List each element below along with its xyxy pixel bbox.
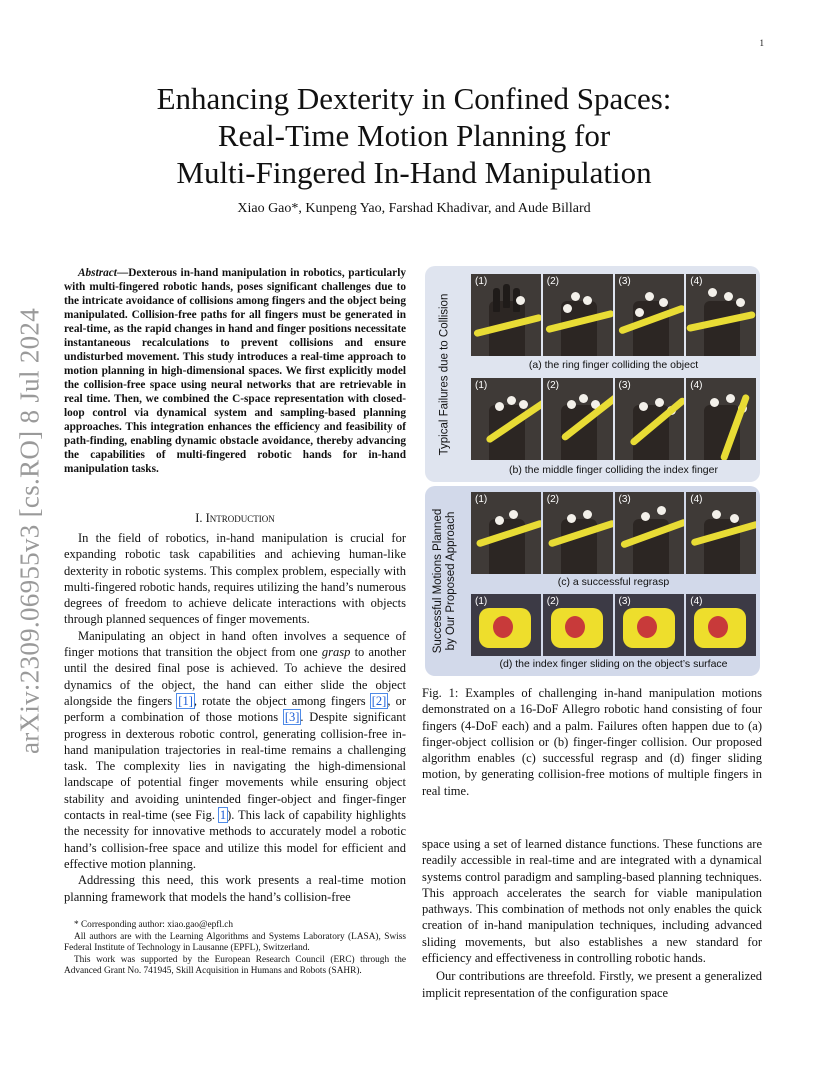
emphasis-grasp: grasp <box>321 645 351 660</box>
panel-number: (2) <box>546 276 559 287</box>
photo-panel <box>471 378 541 460</box>
footnotes <box>64 920 406 978</box>
photo-panel <box>615 274 685 356</box>
text-run: . Despite significant progress in dexterous robotic control, generating collision-free in-hand manipulation trajectories in real-time remains a challenging task. The complexity lies in navigating the high-dimensional landscape of potential finger movements while ensuring object stability and avoiding unintended finger-object and finger-finger contacts in real-time (see Fig. <box>64 710 406 823</box>
arxiv-id: arXiv:2309.06955v3 [cs.RO] 8 Jul 2024 <box>14 307 45 755</box>
figure-group-successes <box>425 486 760 676</box>
panel-number: (3) <box>618 276 631 287</box>
panel-number: (4) <box>690 276 703 287</box>
citation-link-1[interactable]: [1] <box>178 693 193 708</box>
authors: Xiao Gao*, Kunpeng Yao, Farshad Khadivar, and Aude Billard <box>237 201 591 216</box>
abstract-text: —Dexterous in-hand manipulation in robotics, particularly with multi-fingered robotic hands, poses significant challenges due to the intricate avoidance of collisions among fingers and the object being manipulated. Collision-free paths for all fingers must be generated in real-time, as the rapid changes in hand and finger positions necessitate instantaneous recalculations to prevent collisions and ensure undisturbed movement. This study introduces a real-time approach to motion planning in high-dimensional spaces. We first explicitly model the collision-free space using neural networks that are retrievable in real time. Then, we combined the C-space representation with closed-loop control via dynamical system and sampling-based planning approaches. This integration enhances the efficiency and feasibility of path-finding, enabling dynamic obstacle avoidance, thereby advancing the capabilities of multi-fingered robotic hands for in-hand manipulation tasks. <box>64 267 406 475</box>
panel-number: (4) <box>690 380 703 391</box>
abstract-label: Abstract <box>78 267 117 279</box>
photo-panel <box>686 274 756 356</box>
text-run: Manipulating an object in hand often involves a sequence of finger motions that transition the object from one <box>64 628 406 660</box>
group-label-failures <box>425 266 465 482</box>
intro-paragraph-1: In the field of robotics, in-hand manipulation is crucial for expanding robotic task capabilities and achieving human-like dexterity in robotic systems. This complex problem, especially with multi-fingered robotic hands, requires utilizing the hand’s numerous degrees of freedom to achieve delicate interactions with objects through planned sequences of finger movements. <box>64 531 406 627</box>
photo-panel <box>686 492 756 574</box>
text-run: to another until the desired final pose is achieved. To achieve the desired dynamics of the object, the hand can either slide the object alongside the fingers <box>64 645 406 708</box>
photo-panel <box>543 492 613 574</box>
intro-paragraph-3: Addressing this need, this work presents a real-time motion planning framework that models the hand’s collision-free <box>64 873 406 904</box>
intro-paragraph-2 <box>64 628 406 872</box>
photo-panel <box>686 378 756 460</box>
citation-link-2[interactable]: [2] <box>371 693 387 708</box>
panel-number: (4) <box>690 494 703 505</box>
panel-number: (2) <box>546 380 559 391</box>
figure-1-caption: Fig. 1: Examples of challenging in-hand manipulation motions demonstrated on a 16-DoF Allegro robotic hand consisting of four fingers (4-DoF each) and a palm. Failures often happen due to (a) finger-object collision or (b) finger-finger collision. Our proposed algorithm enables (c) successful regrasp and (d) finger sliding motion, by generating collision-free motions of multiple fingers in real time. <box>422 686 762 798</box>
footnote-corresponding: * Corresponding author: xiao.gao@epfl.ch <box>74 920 234 930</box>
group-label-text: Typical Failures due to Collision <box>438 293 451 455</box>
photo-panel <box>615 378 685 460</box>
introduction-body <box>64 530 406 905</box>
title-line-1: Enhancing Dexterity in Confined Spaces: <box>156 81 672 116</box>
text-run: , rotate the object among fingers <box>193 693 371 708</box>
figure-link-1[interactable]: 1 <box>219 808 227 823</box>
text-run: , or perform a combination of those motions <box>64 693 407 725</box>
group-label-text <box>432 509 458 653</box>
right-paragraph-2: Our contributions are threefold. Firstly, we present a generalized implicit representation of the configuration space <box>422 969 762 1000</box>
section-heading-introduction: I. Introduction <box>195 511 275 525</box>
caption-c: (c) a successful regrasp <box>557 576 670 588</box>
panel-row-c <box>471 492 756 574</box>
photo-panel <box>686 594 756 656</box>
photo-panel <box>471 492 541 574</box>
caption-a: (a) the ring finger colliding the object <box>528 359 699 371</box>
figure-1 <box>425 266 760 676</box>
photo-panel <box>471 594 541 656</box>
right-paragraph-1: space using a set of learned distance functions. These functions are readily accessible in real-time and are integrated with a dynamical systems control paradigm and sampling-based planning techniques. This approach accelerates the search for viable manipulation pathways. This combination of methods not only enables the quick creation of in-hand manipulation techniques, including advanced sliding movements, but also establishes a new standard for efficiency and effectiveness in controlling robotic hands. <box>422 837 762 966</box>
footnote-funding: This work was supported by the European Research Council (ERC) through the Advanced Grant No. 741945, Skill Acquisition in Humans and Robots (SAHR). <box>64 954 406 976</box>
photo-panel <box>471 274 541 356</box>
group-label-line-2: by Our Proposed Approach <box>445 511 457 651</box>
panel-row-a <box>471 274 756 356</box>
panel-number: (1) <box>475 380 488 391</box>
citation-link-3[interactable]: [3] <box>284 710 300 725</box>
footnote-affiliation: All authors are with the Learning Algorithms and Systems Laboratory (LASA), Swiss Federal Institute of Technology in Lausanne (EPFL), Switzerland. <box>64 931 406 953</box>
panel-row-b <box>471 378 756 460</box>
photo-panel <box>543 274 613 356</box>
panel-number: (1) <box>475 276 488 287</box>
panel-number: (3) <box>618 494 631 505</box>
abstract <box>64 266 406 476</box>
paper-title <box>64 80 764 191</box>
panel-number: (4) <box>690 596 703 607</box>
title-line-2: Real-Time Motion Planning for <box>217 118 611 153</box>
panel-number: (2) <box>546 596 559 607</box>
panel-number: (2) <box>546 494 559 505</box>
panel-number: (1) <box>475 596 488 607</box>
group-label-successes <box>425 486 465 676</box>
page-number: 1 <box>759 38 764 48</box>
photo-panel <box>543 378 613 460</box>
title-line-3: Multi-Fingered In-Hand Manipulation <box>176 155 652 190</box>
panel-number: (3) <box>618 380 631 391</box>
group-label-line-1: Successful Motions Planned <box>432 508 444 654</box>
caption-d: (d) the index finger sliding on the object’s surface <box>499 658 728 670</box>
figure-group-failures <box>425 266 760 482</box>
photo-panel <box>615 492 685 574</box>
right-column-body <box>422 836 762 1001</box>
panel-row-d <box>471 594 756 656</box>
caption-b: (b) the middle finger colliding the index finger <box>509 464 718 476</box>
panel-number: (3) <box>618 596 631 607</box>
panel-number: (1) <box>475 494 488 505</box>
photo-panel <box>615 594 685 656</box>
text-run: ). This lack of capability highlights the necessity for innovative methods to accurately model a robotic hand’s collision-free space and utilize this model for efficient and effective motion planning. <box>64 808 406 871</box>
photo-panel <box>543 594 613 656</box>
arxiv-stamp <box>10 300 50 762</box>
